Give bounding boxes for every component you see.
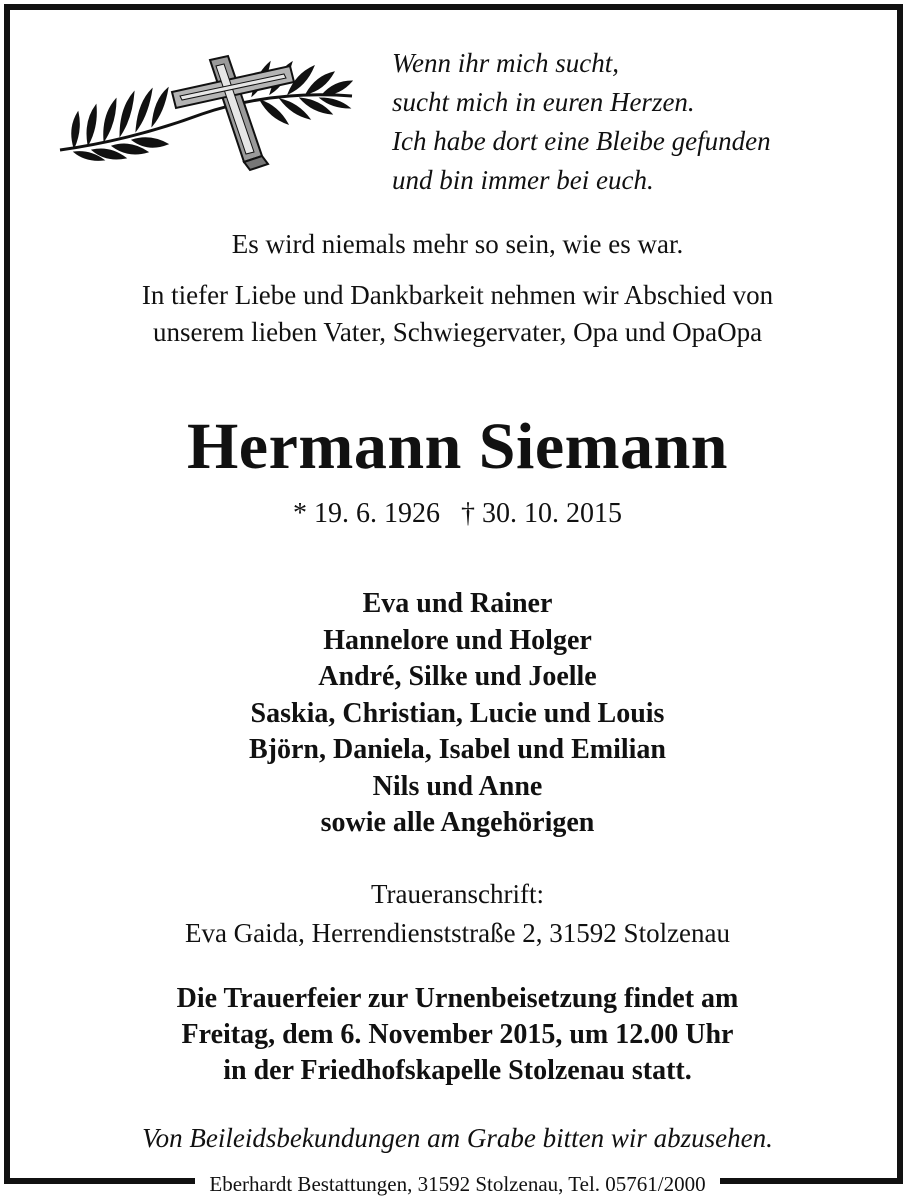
ceremony-line: in der Friedhofskapelle Stolzenau statt. (223, 1055, 692, 1086)
deceased-name: Hermann Siemann (186, 410, 729, 483)
poem (392, 44, 892, 200)
poem-line: Ich habe dort eine Bleibe gefunden (392, 126, 771, 156)
poem-line: sucht mich in euren Herzen. (392, 87, 695, 117)
intro-line-3: unserem lieben Vater, Schwiegervater, Opa und OpaOpa (152, 317, 763, 347)
poem-line: und bin immer bei euch. (392, 165, 654, 195)
family-member: Eva und Rainer (362, 588, 553, 619)
family-member: Saskia, Christian, Lucie und Louis (250, 697, 665, 729)
ceremony-details (0, 981, 915, 1089)
palm-branch-icon (60, 62, 352, 160)
funeral-home-info: Eberhardt Bestattungen, 31592 Stolzenau, Tel. 05761/2000 (195, 1172, 719, 1196)
condolence-note: Von Beileidsbekundungen am Grabe bitten wir abzusehen. (142, 1123, 773, 1153)
family-member: Nils und Anne (372, 770, 543, 802)
address-label: Traueranschrift: (371, 879, 544, 909)
family-list (0, 586, 915, 842)
ceremony-line: Freitag, dem 6. November 2015, um 12.00 Uhr (181, 1019, 734, 1050)
family-member: Björn, Daniela, Isabel und Emilian (249, 734, 666, 765)
address-value: Eva Gaida, Herrendienststraße 2, 31592 Stolzenau (184, 918, 731, 948)
footer (0, 1170, 915, 1198)
intro-line-1: Es wird niemals mehr so sein, wie es war. (231, 229, 684, 259)
poem-line: Wenn ihr mich sucht, (392, 48, 619, 78)
family-member: Hannelore und Holger (323, 624, 592, 656)
cross-with-palm-branch-icon (52, 52, 357, 180)
ceremony-line: Die Trauerfeier zur Urnenbeisetzung findet am (176, 983, 739, 1014)
intro-line-2: In tiefer Liebe und Dankbarkeit nehmen wir Abschied von (141, 280, 774, 310)
life-dates: * 19. 6. 1926 † 30. 10. 2015 (293, 498, 622, 529)
family-member: sowie alle Angehörigen (320, 807, 595, 838)
family-member: André, Silke und Joelle (318, 661, 597, 692)
